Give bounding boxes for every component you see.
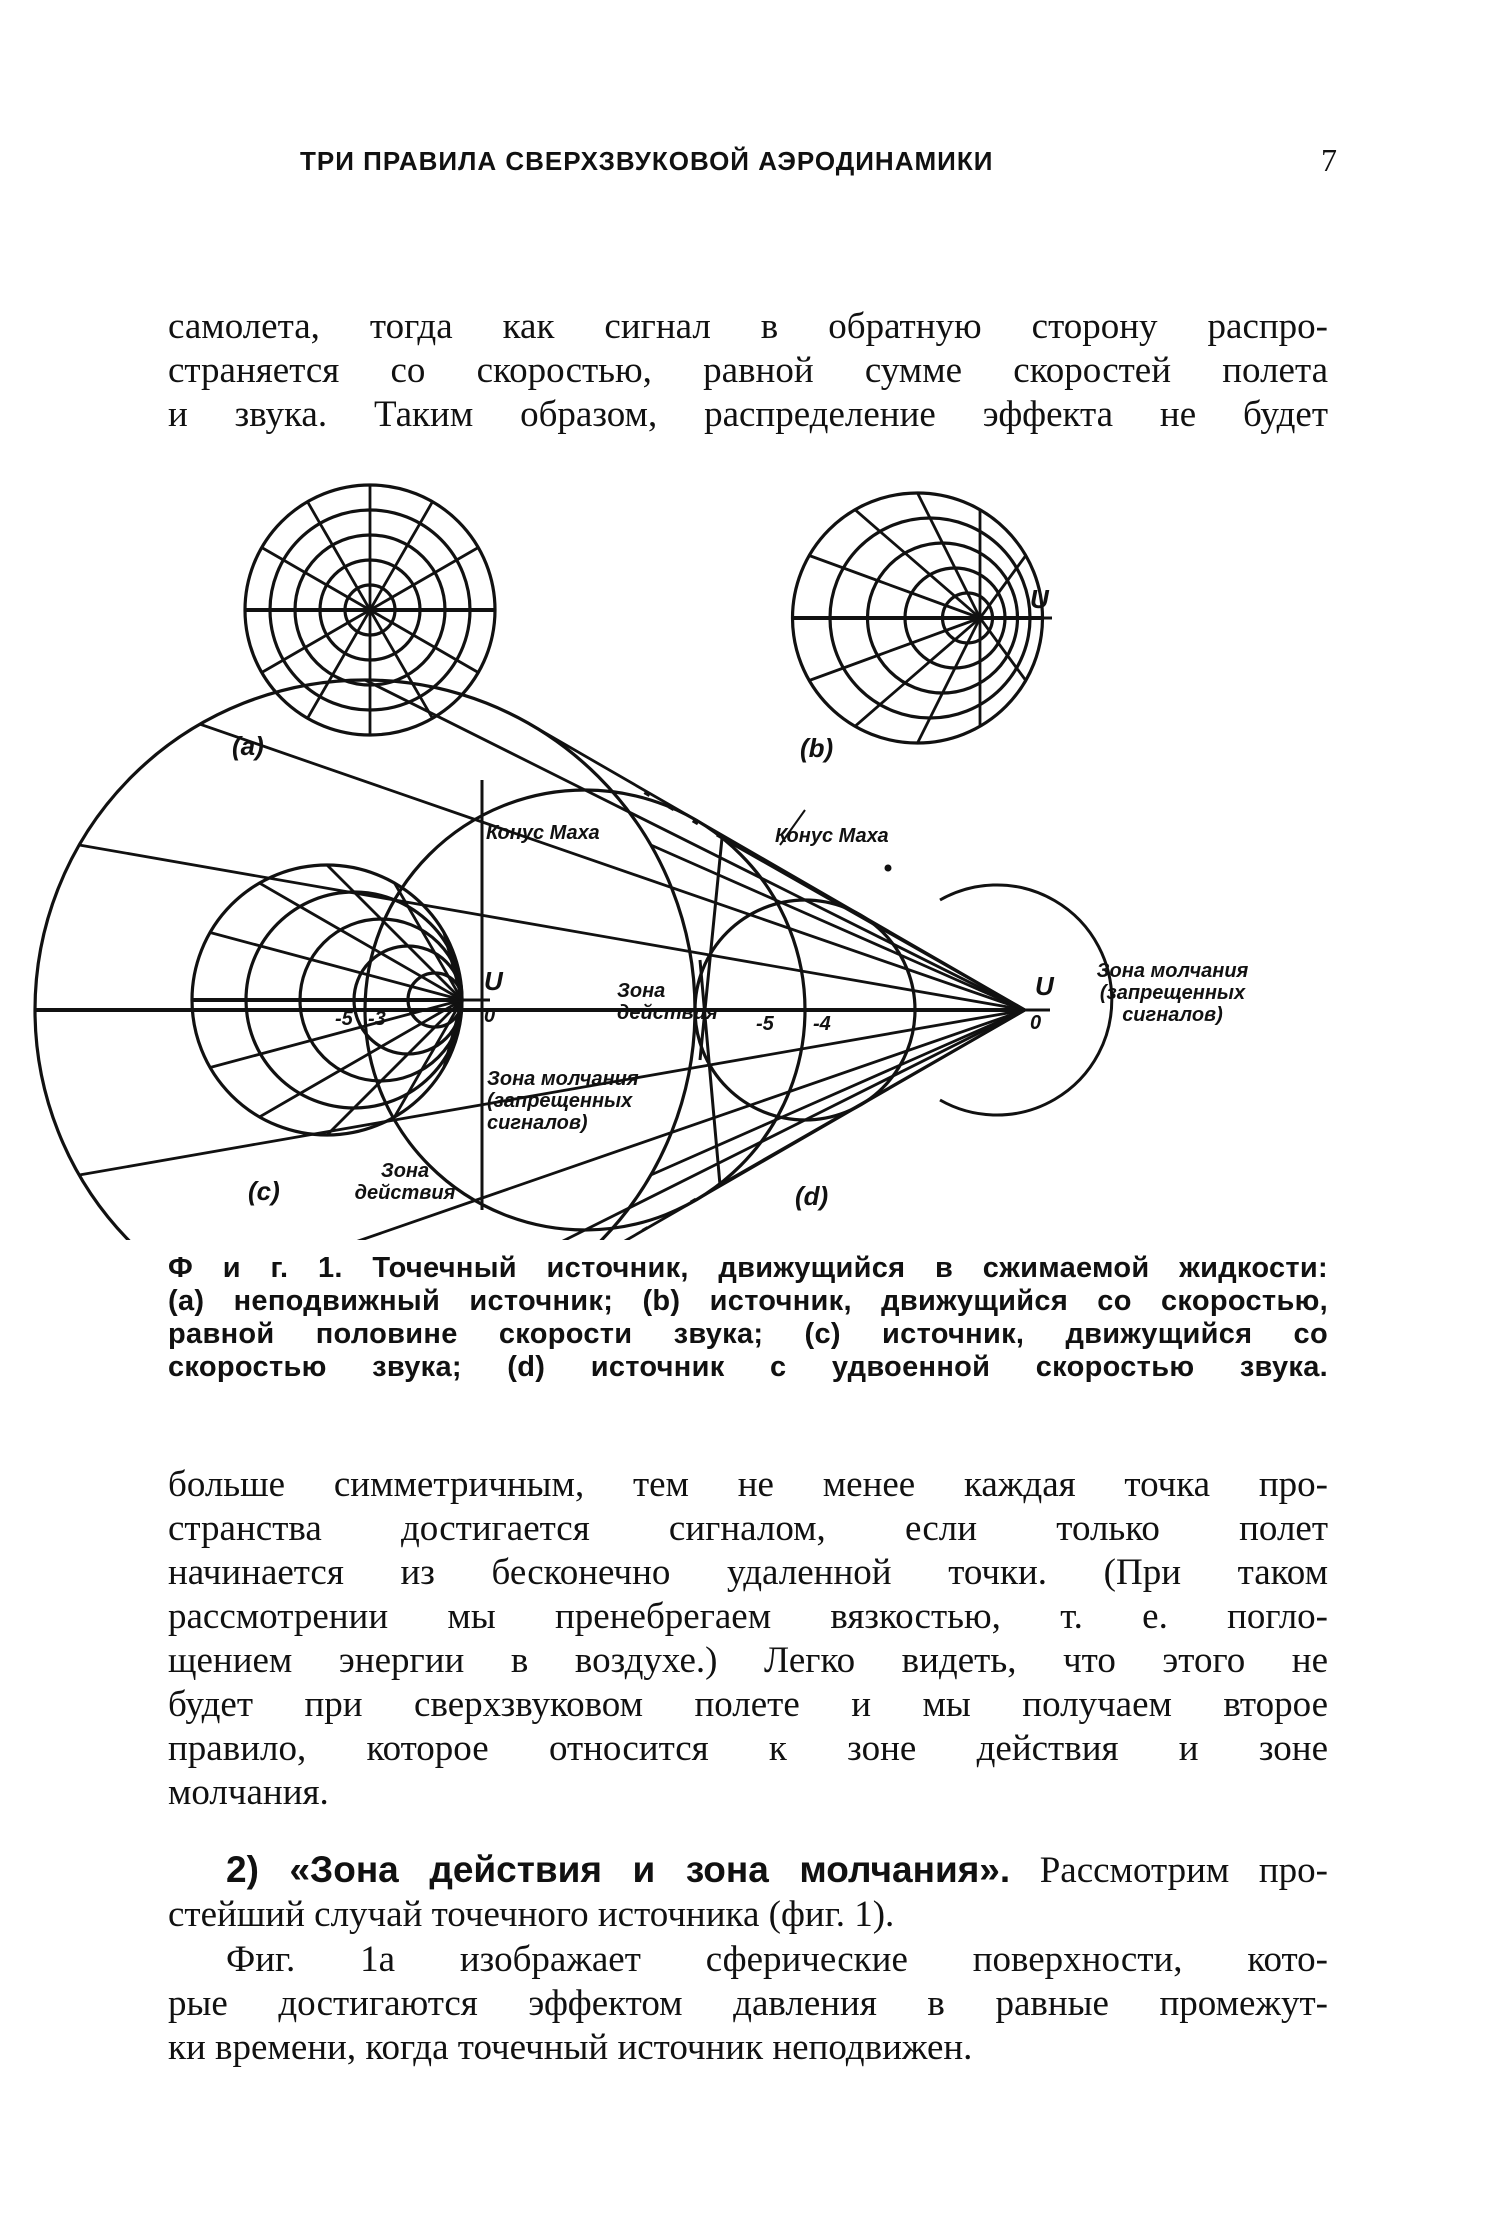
zone-action-c: Зона действия [354, 1160, 456, 1204]
caption-line: скоростью звука; (d) источник с удвоенной скоростью звука. [168, 1351, 1328, 1383]
velocity-label-c: U [484, 966, 503, 996]
fig-d-dot [885, 865, 891, 871]
text-line: ки времени, когда точечный источник неподвижен. [168, 2027, 973, 2068]
text-line: правило, которое относится к зоне действия и зоне [168, 1728, 1328, 1769]
text-line: стейший случай точечного источника (фиг. 1). [168, 1894, 895, 1935]
text-line: Фиг. 1а изображает сферические поверхности, кото- [226, 1939, 1328, 1980]
caption-line: Ф и г. 1. Точечный источник, движущийся в сжимаемой жидкости: [168, 1252, 1328, 1284]
caption-line: (a) неподвижный источник; (b) источник, движущийся со скоростью, [168, 1285, 1328, 1317]
velocity-label-b: U [1030, 584, 1049, 614]
label-b: (b) [800, 733, 834, 763]
zone-silence-d [1085, 960, 1260, 1026]
label-a: (a) [232, 731, 264, 761]
mach-cone-label-d: Конус Маха [775, 825, 889, 847]
figure-caption [168, 1252, 1328, 1384]
tick-c-5: -5 [335, 1008, 353, 1030]
fig-d-wavefront [35, 680, 695, 1240]
text-line: рассмотрении мы пренебрегаем вязкостью, т. е. погло- [168, 1596, 1328, 1637]
text-line: страняется со скоростью, равной сумме скоростей полета [168, 350, 1328, 391]
zone-silence-text: Зона молчания [1096, 960, 1249, 982]
origin-label-d: 0 [1030, 1012, 1042, 1034]
fig-d-ray [365, 680, 1025, 1010]
header-title: ТРИ ПРАВИЛА СВЕРХЗВУКОВОЙ АЭРОДИНАМИКИ [300, 146, 994, 176]
text-line: молчания. [168, 1772, 329, 1813]
page-number: 7 [1321, 142, 1338, 178]
tick-d-4: -4 [813, 1013, 831, 1035]
label-d: (d) [795, 1181, 829, 1211]
text-line: рые достигаются эффектом давления в равные промежут- [168, 1983, 1328, 2024]
forbidden-text: (запрещенных сигналов) [487, 1090, 633, 1134]
paragraph-4 [168, 1938, 1328, 2070]
text-span: Рассмотрим про- [1010, 1850, 1328, 1891]
zone-action-d: Зона действия [617, 980, 718, 1024]
origin-label-c: 0 [484, 1005, 496, 1027]
section-heading: 2) «Зона действия и зона молчания». [226, 1849, 1011, 1890]
label-c: (c) [248, 1176, 280, 1206]
tick-d-5: -5 [756, 1013, 774, 1035]
fig-d-cone-extension [640, 790, 722, 838]
paragraph-3 [168, 1848, 1328, 1937]
forbidden-text: (запрещенных сигналов) [1099, 982, 1246, 1026]
paragraph-2 [168, 1463, 1328, 1815]
tick-c-3: -3 [368, 1008, 386, 1030]
caption-line: равной половине скорости звука; (c) источник, движущийся со [168, 1318, 1328, 1350]
fig-d-ray [200, 724, 1025, 1010]
zone-silence-text: Зона молчания [487, 1068, 639, 1090]
fig-b-ray [855, 618, 980, 726]
text-line: начинается из бесконечно удаленной точки. (При таком [168, 1552, 1328, 1593]
mach-cone-label-c: Конус Маха [486, 822, 600, 844]
velocity-label-d: U [1035, 971, 1054, 1001]
text-line: и звука. Таким образом, распределение эффекта не будет [168, 394, 1328, 435]
text-line: самолета, тогда как сигнал в обратную сторону распро- [168, 306, 1328, 347]
zone-silence-c [487, 1068, 667, 1134]
fig-b-ray [855, 510, 980, 618]
text-line: щением энергии в воздухе.) Легко видеть, что этого не [168, 1640, 1328, 1681]
text-line: будет при сверхзвуковом полете и мы получаем второе [168, 1684, 1328, 1725]
text-line: больше симметричным, тем не менее каждая точка про- [168, 1464, 1328, 1505]
text-line [168, 1848, 1328, 1893]
text-line: странства достигается сигналом, если только полет [168, 1508, 1328, 1549]
